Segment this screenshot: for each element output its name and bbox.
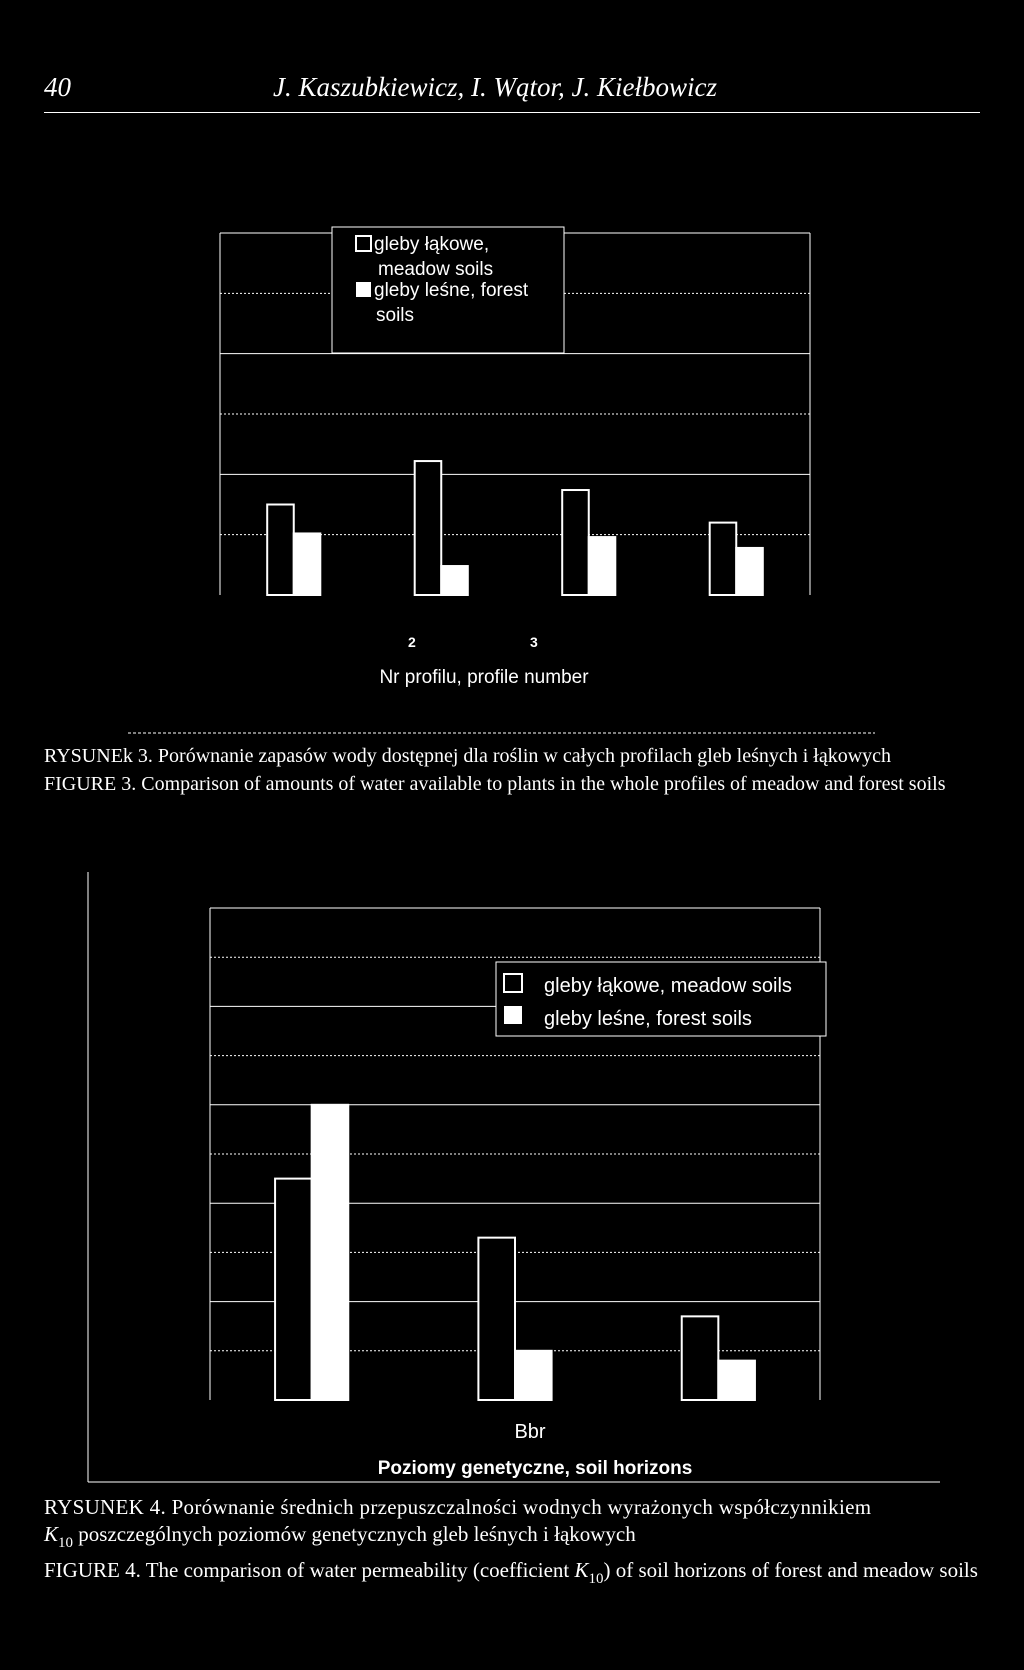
figure-4-caption [44,1494,994,1593]
bar-forest-2 [515,1351,552,1400]
figure-4-caption-pl-part2: poszczególnych poziomów genetycznych gleb leśnych i łąkowych [78,1522,636,1546]
figure-4-legend [496,962,826,1036]
bar-forest-2 [441,566,468,595]
legend-swatch-meadow-fig3 [356,236,371,251]
bar-meadow-1 [267,505,294,596]
bar-meadow-1 [275,1179,312,1400]
figure-3-chart [120,225,880,735]
bar-meadow-4 [710,523,737,595]
x-tick-label-2: 2 [408,634,416,650]
legend-label-meadow-fig4: gleby łąkowe, meadow soils [544,975,792,997]
legend-label-meadow-fig3-line1: gleby łąkowe, [374,234,490,255]
figure-3-legend [332,227,564,353]
k10-symbol-en: K [574,1558,589,1582]
legend-label-forest-fig3-line1: gleby leśne, forest [374,280,529,301]
running-header-authors: J. Kaszubkiewicz, I. Wątor, J. Kiełbowicz [273,72,717,102]
figure-3-caption [44,742,994,798]
bar-forest-4 [736,548,763,595]
legend-label-meadow-fig3-line2: meadow soils [378,259,494,280]
page-number: 40 [44,72,71,102]
bar-meadow-2 [478,1238,515,1400]
figure-4-caption-en-part2: ) of soil horizons of forest and meadow soils [603,1558,978,1582]
bar-forest-3 [589,537,616,595]
k10-subscript-en: 10 [588,1571,604,1587]
figure-3-x-axis-label: Nr profilu, profile number [379,667,589,688]
legend-label-forest-fig3-line2: soils [376,305,415,326]
x-tick-label-3: 3 [530,634,538,650]
figure-4-caption-pl-part1: RYSUNEK 4. Porównanie średnich przepuszczalności wodnych wyrażonych współczynnikiem [44,1495,872,1519]
legend-swatch-meadow-fig4 [504,974,522,992]
legend-swatch-forest-fig4 [504,1006,522,1024]
figure-3-caption-en: FIGURE 3. Comparison of amounts of water available to plants in the whole profiles of meadow and forest soils [44,773,946,795]
bar-meadow-3 [562,490,589,595]
x-tick-label-bbr: Bbr [514,1421,546,1443]
bar-meadow-3 [682,1316,719,1400]
header-rule [44,112,980,113]
bar-meadow-2 [415,461,442,595]
bar-forest-1 [294,533,321,595]
k10-symbol: K [44,1522,59,1546]
figure-4-caption-en-part1: FIGURE 4. The comparison of water permeability (coefficient [44,1558,570,1582]
figure-4-x-axis-label: Poziomy genetyczne, soil horizons [377,1458,693,1479]
figure-3-bars [267,461,763,595]
legend-swatch-forest-fig3 [356,282,371,297]
figure-4-chart [80,870,960,1490]
bar-forest-3 [718,1361,755,1400]
running-header [0,62,1024,102]
k10-subscript: 10 [58,1535,74,1551]
bar-forest-1 [312,1105,349,1400]
legend-label-forest-fig4: gleby leśne, forest soils [544,1008,752,1030]
figure-3-caption-pl: RYSUNEk 3. Porównanie zapasów wody dostępnej dla roślin w całych profilach gleb leśnych i łąkowych [44,745,892,767]
